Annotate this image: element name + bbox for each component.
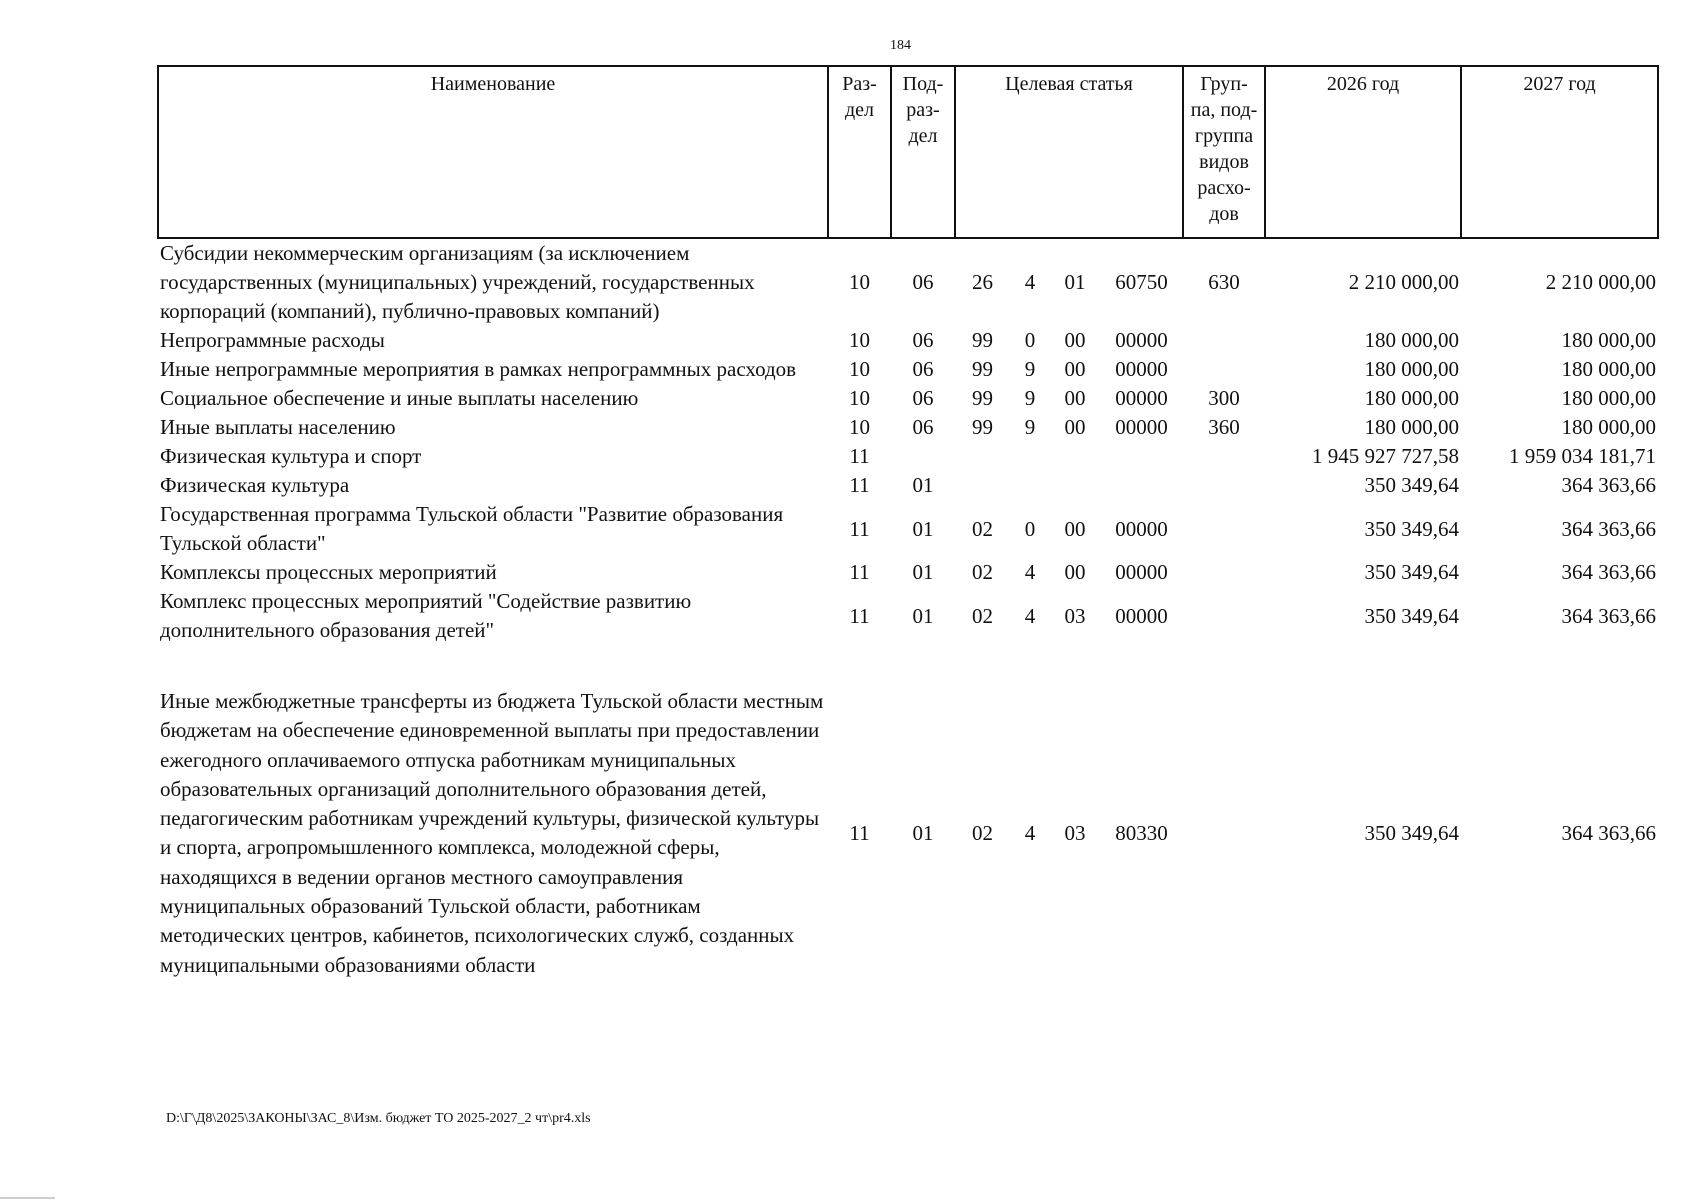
table-row bbox=[158, 238, 1658, 326]
header-name: Наименование bbox=[158, 66, 828, 238]
header-podrazdel-line: дел bbox=[908, 125, 938, 147]
header-group-line: группа bbox=[1194, 125, 1254, 147]
row-amount-2027: 364 363,66 bbox=[1561, 560, 1657, 584]
row-target-program: 99 bbox=[972, 328, 993, 352]
row-group: 630 bbox=[1208, 270, 1240, 294]
row-target-subprogram bbox=[1050, 442, 1100, 471]
row-target-program: 99 bbox=[972, 415, 993, 439]
spacer-cell bbox=[158, 645, 1658, 687]
row-name: Иные межбюджетные трансферты из бюджета Тульской области местным бюджетам на обеспечение единовременной выплаты при предоставлении ежегодного оплачиваемого отпуска работникам муниципальных образовательных организаций дополнительного образования детей, педагогическим работникам учреждений культуры, физической культуры и спорта, агропромышленного комплекса, молодежной сферы, находящихся в ведении органов местного самоуправления муниципальных образований Тульской области, работникам методических центров, кабинетов, психологических служб, созданных муниципальными образованиями области bbox=[160, 689, 824, 977]
row-name: Физическая культура и спорт bbox=[160, 444, 422, 468]
row-amount-2027: 180 000,00 bbox=[1561, 415, 1657, 439]
row-group bbox=[1183, 326, 1265, 355]
row-target-type: 9 bbox=[1024, 357, 1036, 381]
row-amount-2027: 364 363,66 bbox=[1561, 820, 1657, 845]
row-target-direction: 00000 bbox=[1115, 386, 1168, 410]
row-target-subprogram: 01 bbox=[1064, 270, 1086, 294]
row-amount-2027: 1 959 034 181,71 bbox=[1509, 444, 1657, 468]
row-target-type: 4 bbox=[1024, 560, 1036, 584]
row-target-subprogram: 00 bbox=[1064, 560, 1086, 584]
row-group bbox=[1183, 587, 1265, 645]
row-name: Комплекс процессных мероприятий "Содействие развитию дополнительного образования детей" bbox=[160, 589, 692, 642]
table-spacer-row bbox=[158, 645, 1658, 687]
row-target-program: 02 bbox=[972, 603, 993, 628]
header-podrazdel-line: раз- bbox=[906, 99, 940, 121]
row-amount-2026: 350 349,64 bbox=[1364, 560, 1460, 584]
row-group bbox=[1183, 442, 1265, 471]
row-razdel: 11 bbox=[849, 603, 870, 628]
row-target-type: 4 bbox=[1024, 603, 1036, 628]
table-row bbox=[158, 471, 1658, 500]
row-target-subprogram: 00 bbox=[1064, 415, 1086, 439]
row-target-direction: 60750 bbox=[1115, 270, 1168, 294]
row-group bbox=[1183, 687, 1265, 980]
header-razdel bbox=[828, 66, 891, 238]
row-razdel: 10 bbox=[849, 270, 870, 294]
row-target-program: 02 bbox=[972, 560, 993, 584]
row-target-program bbox=[955, 471, 1010, 500]
row-name: Иные выплаты населению bbox=[160, 415, 396, 439]
row-target-subprogram: 03 bbox=[1064, 603, 1086, 628]
row-target-type: 0 bbox=[1024, 328, 1036, 352]
row-amount-2026: 350 349,64 bbox=[1364, 473, 1460, 497]
row-target-program: 99 bbox=[972, 386, 993, 410]
row-amount-2026: 350 349,64 bbox=[1364, 516, 1460, 541]
row-target-direction bbox=[1100, 471, 1183, 500]
table-row bbox=[158, 558, 1658, 587]
row-podrazdel: 06 bbox=[912, 328, 934, 352]
row-podrazdel: 01 bbox=[912, 516, 934, 541]
row-group: 360 bbox=[1208, 415, 1240, 439]
row-podrazdel: 01 bbox=[912, 473, 934, 497]
row-razdel: 11 bbox=[849, 820, 870, 845]
row-name: Комплексы процессных мероприятий bbox=[160, 560, 497, 584]
table-row bbox=[158, 442, 1658, 471]
row-amount-2027: 180 000,00 bbox=[1561, 386, 1657, 410]
row-target-subprogram bbox=[1050, 471, 1100, 500]
row-amount-2027: 364 363,66 bbox=[1561, 516, 1657, 541]
row-group: 300 bbox=[1208, 386, 1240, 410]
page-number: 184 bbox=[890, 38, 911, 53]
row-target-subprogram: 00 bbox=[1064, 357, 1086, 381]
row-amount-2027: 364 363,66 bbox=[1561, 473, 1657, 497]
row-target-program bbox=[955, 442, 1010, 471]
table-header-row bbox=[158, 66, 1658, 238]
header-2026: 2026 год bbox=[1265, 66, 1461, 238]
header-group-line: видов bbox=[1199, 151, 1249, 173]
row-target-program: 26 bbox=[972, 270, 993, 294]
table-row bbox=[158, 500, 1658, 558]
row-podrazdel: 06 bbox=[912, 415, 934, 439]
row-amount-2027: 180 000,00 bbox=[1561, 328, 1657, 352]
table-row bbox=[158, 384, 1658, 413]
scan-edge-mark bbox=[0, 1197, 55, 1199]
row-target-direction: 00000 bbox=[1115, 603, 1168, 628]
row-name: Субсидии некоммерческим организациям (за исключением государственных (муниципальных) учреждений, государственных корпораций (компаний), публично-правовых компаний) bbox=[160, 241, 755, 323]
row-amount-2026: 180 000,00 bbox=[1364, 328, 1460, 352]
row-target-direction: 00000 bbox=[1115, 415, 1168, 439]
row-target-program: 02 bbox=[972, 516, 993, 541]
row-name: Социальное обеспечение и иные выплаты населению bbox=[160, 386, 639, 410]
row-name: Физическая культура bbox=[160, 473, 350, 497]
header-2027: 2027 год bbox=[1461, 66, 1658, 238]
row-razdel: 10 bbox=[849, 415, 870, 439]
row-target-subprogram: 03 bbox=[1064, 820, 1086, 845]
row-razdel: 11 bbox=[849, 560, 870, 584]
row-target-subprogram: 00 bbox=[1064, 516, 1086, 541]
row-amount-2027: 180 000,00 bbox=[1561, 357, 1657, 381]
row-amount-2027: 364 363,66 bbox=[1561, 603, 1657, 628]
table-row bbox=[158, 687, 1658, 980]
header-group-line: Груп- bbox=[1200, 73, 1248, 95]
row-podrazdel: 01 bbox=[912, 820, 934, 845]
row-amount-2026: 350 349,64 bbox=[1364, 820, 1460, 845]
header-razdel-line: дел bbox=[844, 99, 875, 121]
row-target-type: 4 bbox=[1024, 820, 1036, 845]
row-podrazdel bbox=[891, 442, 955, 471]
row-target-program: 99 bbox=[972, 357, 993, 381]
row-name: Непрограммные расходы bbox=[160, 328, 385, 352]
row-name: Иные непрограммные мероприятия в рамках непрограммных расходов bbox=[160, 357, 797, 381]
row-podrazdel: 06 bbox=[912, 386, 934, 410]
table-row bbox=[158, 413, 1658, 442]
row-group bbox=[1183, 500, 1265, 558]
row-razdel: 10 bbox=[849, 357, 870, 381]
header-razdel-line: Раз- bbox=[842, 73, 877, 95]
table-row bbox=[158, 587, 1658, 645]
row-group bbox=[1183, 558, 1265, 587]
header-podrazdel bbox=[891, 66, 955, 238]
row-target-program: 02 bbox=[972, 820, 993, 845]
row-amount-2026: 180 000,00 bbox=[1364, 386, 1460, 410]
row-podrazdel: 06 bbox=[912, 357, 934, 381]
row-target-subprogram: 00 bbox=[1064, 328, 1086, 352]
row-razdel: 11 bbox=[849, 473, 870, 497]
row-amount-2027: 2 210 000,00 bbox=[1545, 270, 1657, 294]
row-target-type: 0 bbox=[1024, 516, 1036, 541]
row-amount-2026: 180 000,00 bbox=[1364, 357, 1460, 381]
row-razdel: 10 bbox=[849, 328, 870, 352]
header-group-line: расхо- bbox=[1197, 177, 1251, 199]
row-target-direction: 80330 bbox=[1115, 820, 1168, 845]
row-target-direction: 00000 bbox=[1115, 560, 1168, 584]
header-group-line: па, под- bbox=[1190, 99, 1258, 121]
row-group bbox=[1183, 355, 1265, 384]
file-path-footer: D:\Г\Д8\2025\ЗАКОНЫ\ЗАС_8\Изм. бюджет ТО 2025-2027_2 чт\pr4.xls bbox=[166, 1111, 591, 1126]
row-group bbox=[1183, 471, 1265, 500]
row-target-subprogram: 00 bbox=[1064, 386, 1086, 410]
row-target-type: 9 bbox=[1024, 415, 1036, 439]
row-amount-2026: 350 349,64 bbox=[1364, 603, 1460, 628]
table-row bbox=[158, 355, 1658, 384]
row-target-type: 4 bbox=[1024, 270, 1036, 294]
row-target-direction: 00000 bbox=[1115, 357, 1168, 381]
row-target-type: 9 bbox=[1024, 386, 1036, 410]
row-razdel: 11 bbox=[849, 516, 870, 541]
budget-table bbox=[157, 65, 1659, 980]
row-amount-2026: 180 000,00 bbox=[1364, 415, 1460, 439]
row-razdel: 11 bbox=[849, 444, 870, 468]
row-podrazdel: 01 bbox=[912, 603, 934, 628]
row-name: Государственная программа Тульской области "Развитие образования Тульской области" bbox=[160, 502, 784, 555]
header-group-line: дов bbox=[1209, 203, 1239, 225]
header-podrazdel-line: Под- bbox=[902, 73, 944, 95]
header-group bbox=[1183, 66, 1265, 238]
row-podrazdel: 01 bbox=[912, 560, 934, 584]
header-target: Целевая статья bbox=[955, 66, 1183, 238]
row-razdel: 10 bbox=[849, 386, 870, 410]
row-target-direction: 00000 bbox=[1115, 328, 1168, 352]
row-target-type bbox=[1010, 442, 1050, 471]
row-target-direction bbox=[1100, 442, 1183, 471]
row-target-type bbox=[1010, 471, 1050, 500]
row-amount-2026: 2 210 000,00 bbox=[1348, 270, 1460, 294]
row-target-direction: 00000 bbox=[1115, 516, 1168, 541]
row-podrazdel: 06 bbox=[912, 270, 934, 294]
table-row bbox=[158, 326, 1658, 355]
row-amount-2026: 1 945 927 727,58 bbox=[1312, 444, 1460, 468]
